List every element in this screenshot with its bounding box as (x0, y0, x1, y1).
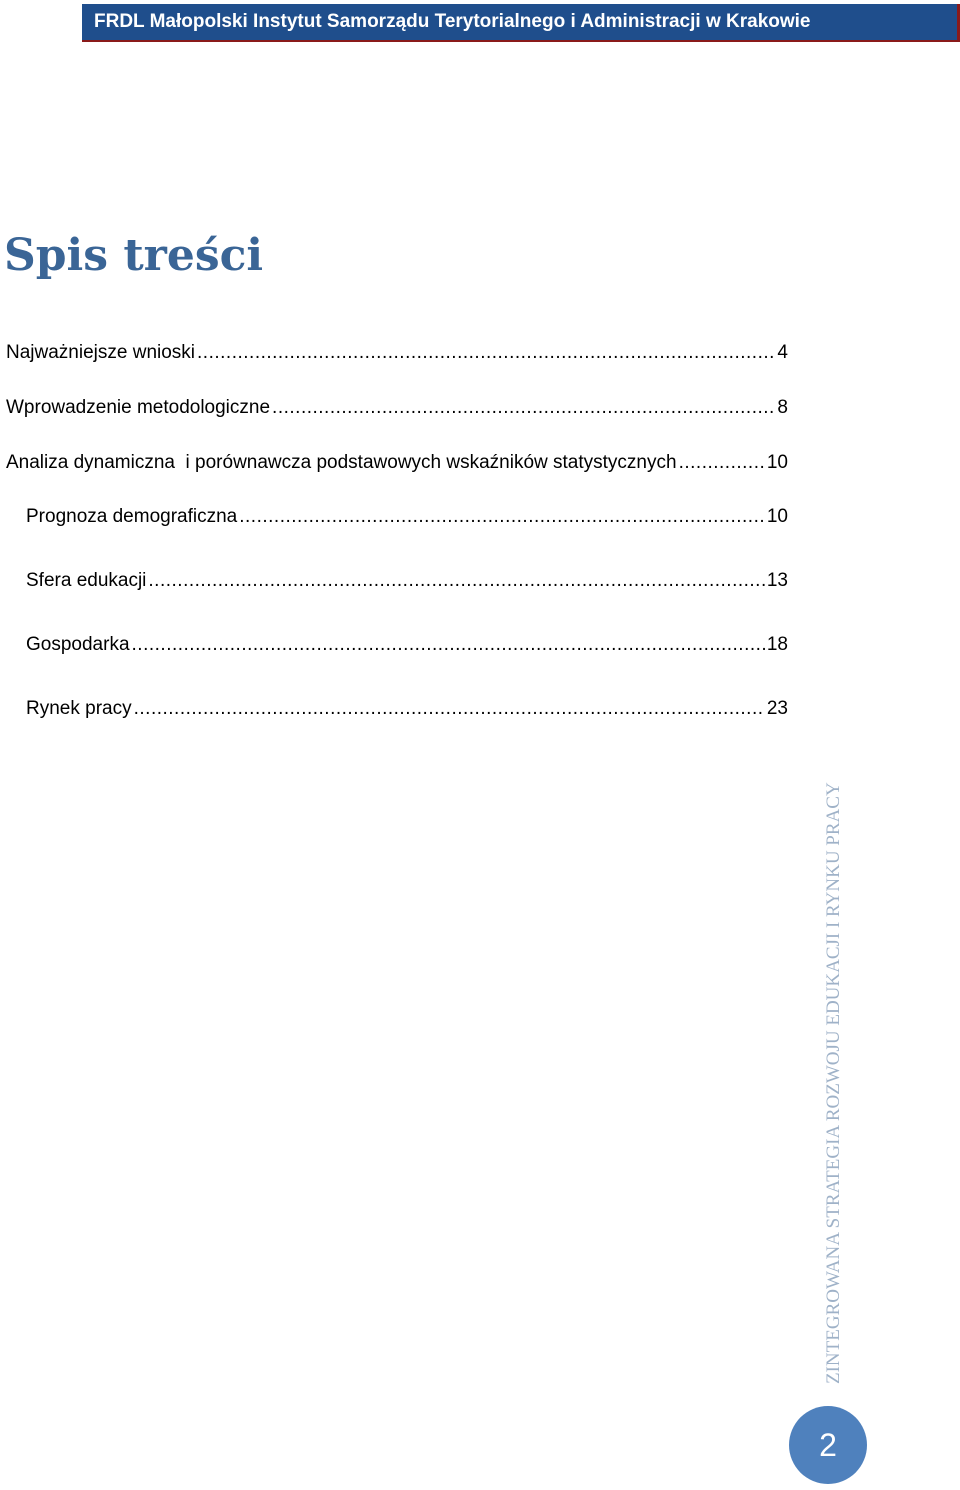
toc-entry-label: Gospodarka (26, 634, 130, 655)
toc-entry-page: 10 (766, 506, 788, 527)
header-title: FRDL Małopolski Instytut Samorządu Terytorialnego i Administracji w Krakowie (94, 11, 811, 32)
sidebar-vertical-title: ZINTEGROWANA STRATEGIA ROZWOJU EDUKACJI I RYNKU PRACY (823, 782, 844, 1384)
toc-entry-label: Rynek pracy (26, 698, 132, 719)
toc-entry-page: 13 (766, 570, 788, 591)
toc-title: Spis treści (4, 230, 264, 281)
toc-entry-prognoza-demograficzna[interactable] (26, 505, 788, 529)
toc-entry-analiza-dynamiczna[interactable] (6, 451, 788, 475)
dot-leader (239, 505, 765, 529)
toc-entry-label: Analiza dynamiczna i porównawcza podstawowych wskaźników statystycznych (6, 452, 677, 473)
dot-leader (132, 633, 765, 657)
toc-entry-gospodarka[interactable] (26, 633, 788, 657)
toc-entry-sfera-edukacji[interactable] (26, 569, 788, 593)
toc-entry-wprowadzenie-metodologiczne[interactable] (6, 396, 788, 420)
toc-entry-label: Sfera edukacji (26, 570, 147, 591)
dot-leader (197, 341, 775, 365)
toc-entry-page: 10 (766, 452, 788, 473)
toc-entry-page: 23 (766, 698, 788, 719)
toc-entry-page: 8 (777, 397, 788, 418)
toc-entry-label: Wprowadzenie metodologiczne (6, 397, 271, 418)
dot-leader (679, 451, 765, 475)
toc-entry-najwazniejsze-wnioski[interactable] (6, 341, 788, 365)
toc-entry-rynek-pracy[interactable] (26, 697, 788, 721)
toc-entry-label: Najważniejsze wnioski (6, 342, 196, 363)
toc-entry-label: Prognoza demograficzna (26, 506, 238, 527)
document-header (82, 4, 960, 40)
dot-leader (148, 569, 764, 593)
page-number: 2 (819, 1427, 837, 1463)
dot-leader (134, 697, 765, 721)
toc-entry-page: 4 (777, 342, 788, 363)
page-number-badge (789, 1406, 867, 1484)
dot-leader (272, 396, 775, 420)
toc-entry-page: 18 (766, 634, 788, 655)
